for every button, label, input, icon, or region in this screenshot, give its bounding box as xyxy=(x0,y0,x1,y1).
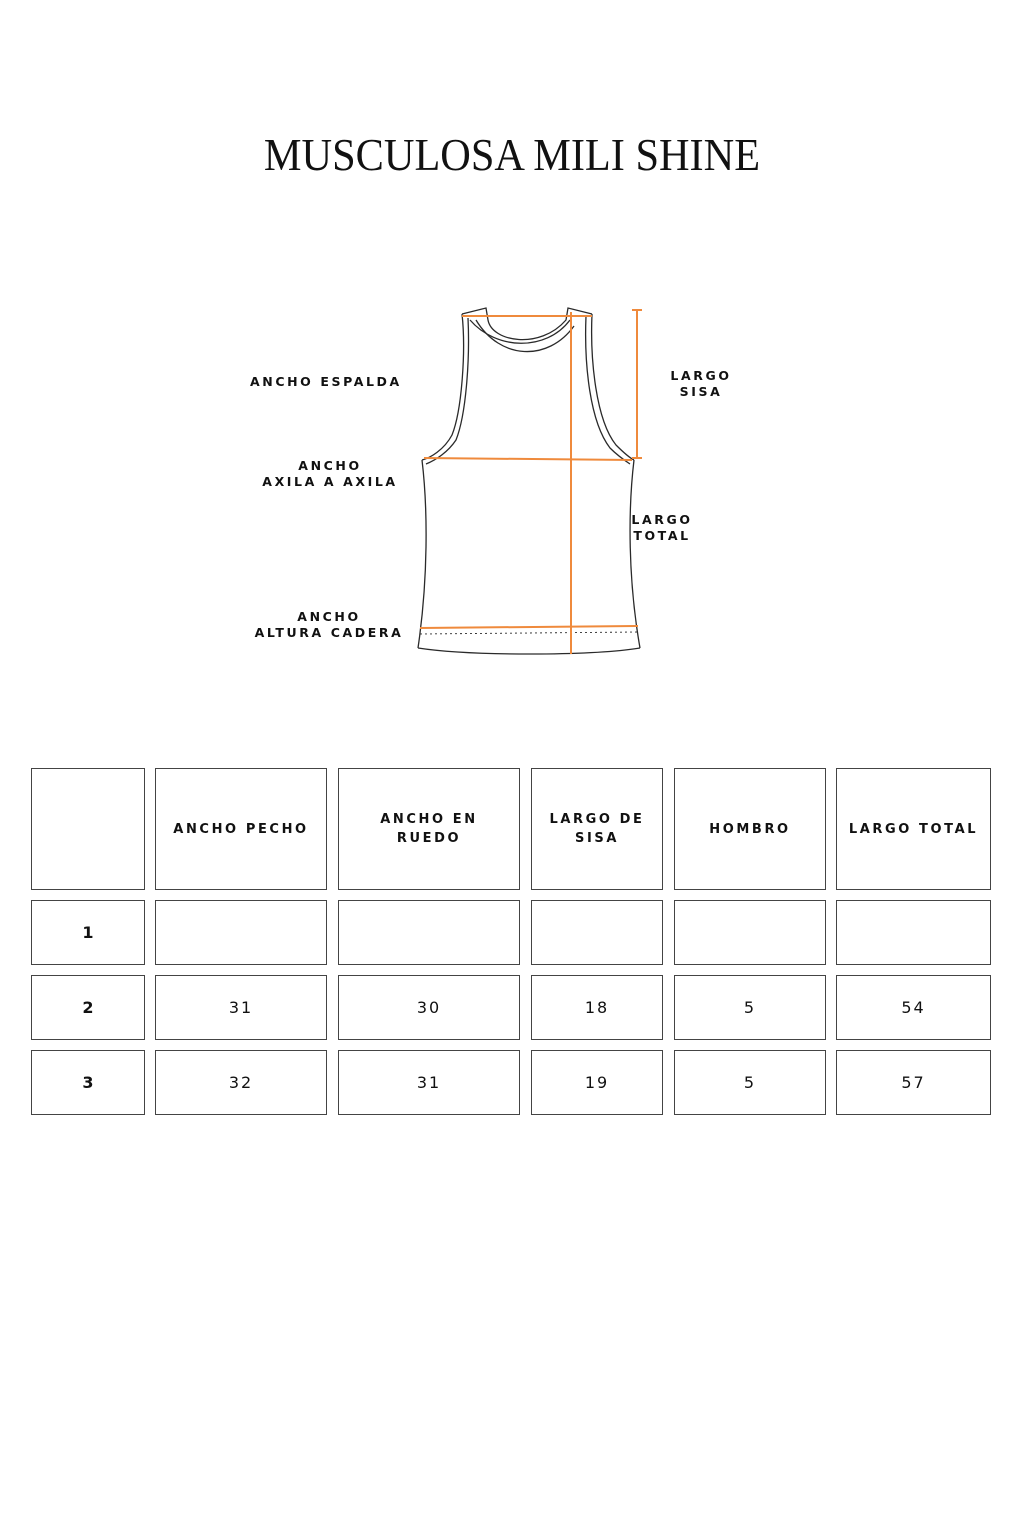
table-row-3-ancho-en-ruedo: 31 xyxy=(338,1050,520,1115)
table-row-1-ancho-en-ruedo xyxy=(338,900,520,965)
label-largo-sisa xyxy=(668,368,734,400)
label-ancho-cadera-line1: ANCHO xyxy=(297,609,361,624)
table-row-2-ancho-pecho: 31 xyxy=(155,975,327,1040)
label-ancho-espalda-text: ANCHO ESPALDA xyxy=(250,374,402,389)
table-row-2-largo-total: 54 xyxy=(836,975,991,1040)
label-ancho-axila-line2: AXILA A AXILA xyxy=(262,474,398,489)
table-row-1-largo-de-sisa xyxy=(531,900,663,965)
garment-diagram xyxy=(0,290,1024,670)
label-ancho-axila xyxy=(262,458,398,490)
table-row-2-ancho-en-ruedo: 30 xyxy=(338,975,520,1040)
table-row-2-hombro: 5 xyxy=(674,975,826,1040)
label-largo-total-line1: LARGO xyxy=(631,512,693,527)
tank-outline xyxy=(418,308,640,654)
header-ancho-en-ruedo: ANCHO EN RUEDO xyxy=(338,768,520,890)
table-row-3-largo-de-sisa: 19 xyxy=(531,1050,663,1115)
label-largo-total-line2: TOTAL xyxy=(633,528,691,543)
label-ancho-espalda xyxy=(250,374,402,390)
table-row-1-ancho-pecho xyxy=(155,900,327,965)
table-row-3-largo-total: 57 xyxy=(836,1050,991,1115)
header-hombro: HOMBRO xyxy=(674,768,826,890)
label-ancho-cadera xyxy=(254,609,404,641)
page-title: MUSCULOSA MILI SHINE xyxy=(263,129,761,180)
measure-lines xyxy=(420,310,642,654)
tank-top-illustration xyxy=(0,290,1024,670)
label-largo-total xyxy=(630,512,694,544)
table-row-3-ancho-pecho: 32 xyxy=(155,1050,327,1115)
header-ancho-pecho: ANCHO PECHO xyxy=(155,768,327,890)
label-ancho-axila-line1: ANCHO xyxy=(298,458,362,473)
header-largo-total: LARGO TOTAL xyxy=(836,768,991,890)
header-empty xyxy=(31,768,145,890)
table-row-1-largo-total xyxy=(836,900,991,965)
table-row-3-size: 3 xyxy=(31,1050,145,1115)
table-row-2-size: 2 xyxy=(31,975,145,1040)
table-row-2-largo-de-sisa: 18 xyxy=(531,975,663,1040)
table-row-1-hombro xyxy=(674,900,826,965)
header-largo-de-sisa: LARGO DE SISA xyxy=(531,768,663,890)
table-row-1-size: 1 xyxy=(31,900,145,965)
label-largo-sisa-line2: SISA xyxy=(679,384,723,399)
label-ancho-cadera-line2: ALTURA CADERA xyxy=(254,625,404,640)
label-largo-sisa-line1: LARGO xyxy=(670,368,732,383)
table-row-3-hombro: 5 xyxy=(674,1050,826,1115)
